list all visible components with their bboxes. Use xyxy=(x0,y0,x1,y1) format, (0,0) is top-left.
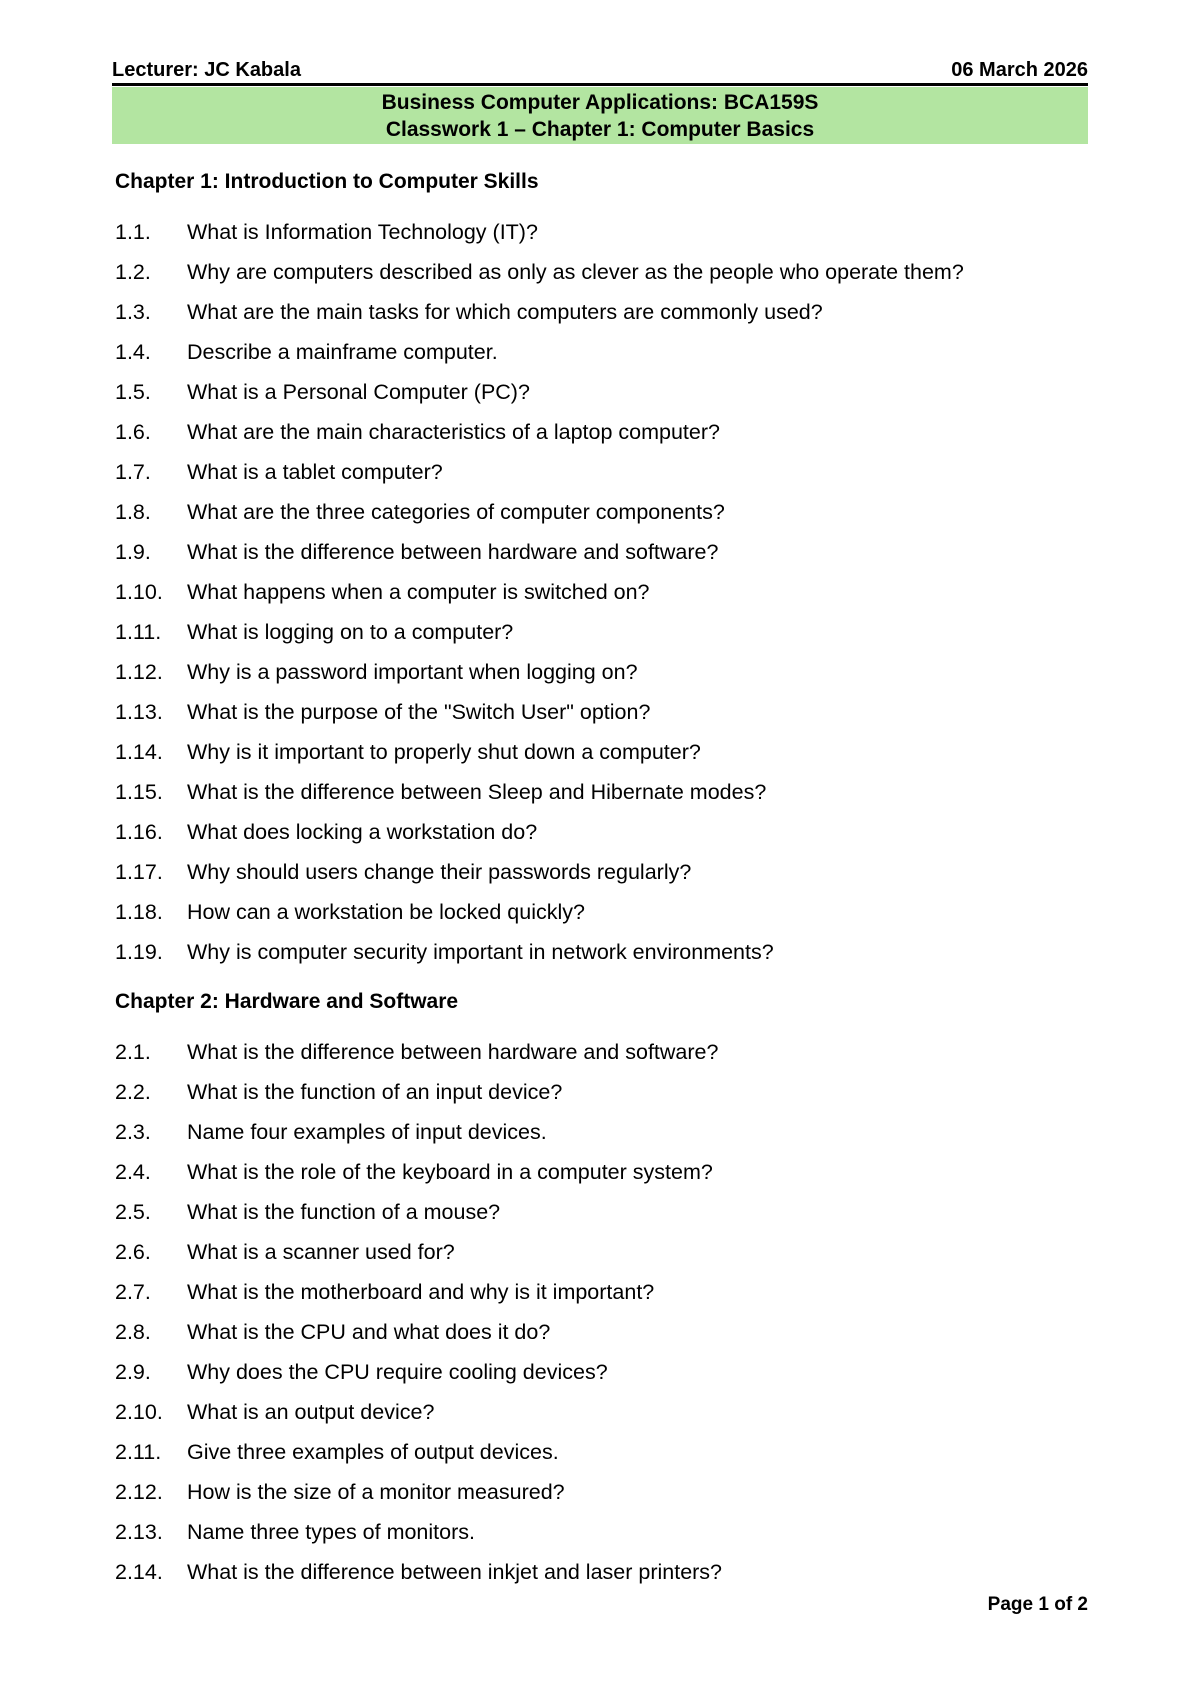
question-text: What does locking a workstation do? xyxy=(187,820,538,844)
question-text: Why does the CPU require cooling devices? xyxy=(187,1360,608,1384)
question-item xyxy=(115,1312,1085,1352)
question-number: 1.4. xyxy=(115,340,151,364)
question-number: 1.16. xyxy=(115,820,163,844)
question-number: 1.11. xyxy=(115,620,162,644)
question-text: What is the motherboard and why is it important? xyxy=(187,1280,655,1304)
question-text: What are the main tasks for which computers are commonly used? xyxy=(187,300,823,324)
question-item xyxy=(115,1272,1085,1312)
question-item xyxy=(115,652,1085,692)
chapter-1-question-list xyxy=(115,212,1085,972)
question-item xyxy=(115,412,1085,452)
question-item xyxy=(115,1032,1085,1072)
question-item xyxy=(115,1392,1085,1432)
question-item xyxy=(115,1472,1085,1512)
question-number: 2.12. xyxy=(115,1480,163,1504)
question-text: What is the difference between hardware and software? xyxy=(187,540,719,564)
question-text: What is a tablet computer? xyxy=(187,460,443,484)
question-text: Why is computer security important in network environments? xyxy=(187,940,774,964)
question-text: What is a Personal Computer (PC)? xyxy=(187,380,530,404)
question-number: 2.6. xyxy=(115,1240,151,1264)
question-number: 2.9. xyxy=(115,1360,151,1384)
question-text: Why is a password important when logging on? xyxy=(187,660,638,684)
question-item xyxy=(115,252,1085,292)
question-item xyxy=(115,692,1085,732)
question-number: 1.5. xyxy=(115,380,151,404)
question-text: What are the main characteristics of a laptop computer? xyxy=(187,420,720,444)
question-item xyxy=(115,292,1085,332)
question-item xyxy=(115,612,1085,652)
question-number: 1.12. xyxy=(115,660,163,684)
question-number: 2.7. xyxy=(115,1280,151,1304)
question-text: Give three examples of output devices. xyxy=(187,1440,559,1464)
question-number: 2.10. xyxy=(115,1400,163,1424)
question-text: How can a workstation be locked quickly? xyxy=(187,900,585,924)
question-number: 1.1. xyxy=(115,220,151,244)
question-item xyxy=(115,1232,1085,1272)
question-text: What is Information Technology (IT)? xyxy=(187,220,538,244)
question-number: 2.8. xyxy=(115,1320,151,1344)
question-text: Why should users change their passwords regularly? xyxy=(187,860,692,884)
question-text: What is the difference between Sleep and Hibernate modes? xyxy=(187,780,767,804)
chapter-2-question-list xyxy=(115,1032,1085,1592)
question-number: 2.13. xyxy=(115,1520,163,1544)
document-date: 06 March 2026 xyxy=(951,59,1088,81)
question-text: What is the CPU and what does it do? xyxy=(187,1320,551,1344)
question-item xyxy=(115,492,1085,532)
question-number: 2.11. xyxy=(115,1440,162,1464)
page-number: Page 1 of 2 xyxy=(987,1594,1088,1615)
question-text: Name three types of monitors. xyxy=(187,1520,475,1544)
header-divider xyxy=(112,83,1088,86)
question-number: 2.3. xyxy=(115,1120,151,1144)
question-number: 2.1. xyxy=(115,1040,151,1064)
question-number: 1.10. xyxy=(115,580,163,604)
question-item xyxy=(115,1552,1085,1592)
question-item xyxy=(115,452,1085,492)
question-text: Describe a mainframe computer. xyxy=(187,340,498,364)
question-number: 1.19. xyxy=(115,940,163,964)
question-number: 2.2. xyxy=(115,1080,151,1104)
question-text: Why is it important to properly shut down a computer? xyxy=(187,740,701,764)
question-item xyxy=(115,1512,1085,1552)
question-item xyxy=(115,892,1085,932)
question-item xyxy=(115,1432,1085,1472)
classwork-title: Classwork 1 – Chapter 1: Computer Basics xyxy=(385,118,815,141)
question-item xyxy=(115,1192,1085,1232)
chapter-2-heading: Chapter 2: Hardware and Software xyxy=(115,990,459,1013)
question-item xyxy=(115,1072,1085,1112)
question-text: Why are computers described as only as clever as the people who operate them? xyxy=(187,260,964,284)
question-item xyxy=(115,1352,1085,1392)
course-title: Business Computer Applications: BCA159S xyxy=(381,91,819,114)
page-header xyxy=(112,56,1088,82)
question-item xyxy=(115,572,1085,612)
question-item xyxy=(115,212,1085,252)
question-text: What happens when a computer is switched on? xyxy=(187,580,650,604)
question-number: 1.18. xyxy=(115,900,163,924)
question-item xyxy=(115,1112,1085,1152)
question-item xyxy=(115,332,1085,372)
question-number: 1.9. xyxy=(115,540,151,564)
question-number: 2.14. xyxy=(115,1560,163,1584)
question-item xyxy=(115,932,1085,972)
question-text: What is the function of a mouse? xyxy=(187,1200,501,1224)
question-item xyxy=(115,1152,1085,1192)
question-text: How is the size of a monitor measured? xyxy=(187,1480,565,1504)
title-banner xyxy=(112,87,1088,144)
question-text: What is the role of the keyboard in a computer system? xyxy=(187,1160,713,1184)
question-item xyxy=(115,772,1085,812)
question-text: What is the purpose of the "Switch User" option? xyxy=(187,700,651,724)
question-text: What is the function of an input device? xyxy=(187,1080,563,1104)
lecturer-name: Lecturer: JC Kabala xyxy=(112,59,301,81)
question-item xyxy=(115,812,1085,852)
question-number: 1.7. xyxy=(115,460,151,484)
question-item xyxy=(115,732,1085,772)
question-number: 1.6. xyxy=(115,420,151,444)
question-text: What is a scanner used for? xyxy=(187,1240,455,1264)
question-item xyxy=(115,532,1085,572)
question-text: What are the three categories of computer components? xyxy=(187,500,725,524)
question-text: Name four examples of input devices. xyxy=(187,1120,547,1144)
question-number: 1.13. xyxy=(115,700,163,724)
question-item xyxy=(115,852,1085,892)
question-number: 1.15. xyxy=(115,780,163,804)
question-number: 1.3. xyxy=(115,300,151,324)
question-number: 1.17. xyxy=(115,860,163,884)
question-item xyxy=(115,372,1085,412)
question-text: What is the difference between hardware and software? xyxy=(187,1040,719,1064)
chapter-1-heading: Chapter 1: Introduction to Computer Skills xyxy=(115,170,539,193)
question-number: 1.14. xyxy=(115,740,163,764)
question-text: What is logging on to a computer? xyxy=(187,620,514,644)
question-number: 1.2. xyxy=(115,260,151,284)
question-number: 2.5. xyxy=(115,1200,151,1224)
question-text: What is an output device? xyxy=(187,1400,435,1424)
question-number: 1.8. xyxy=(115,500,151,524)
question-text: What is the difference between inkjet and laser printers? xyxy=(187,1560,723,1584)
question-number: 2.4. xyxy=(115,1160,151,1184)
